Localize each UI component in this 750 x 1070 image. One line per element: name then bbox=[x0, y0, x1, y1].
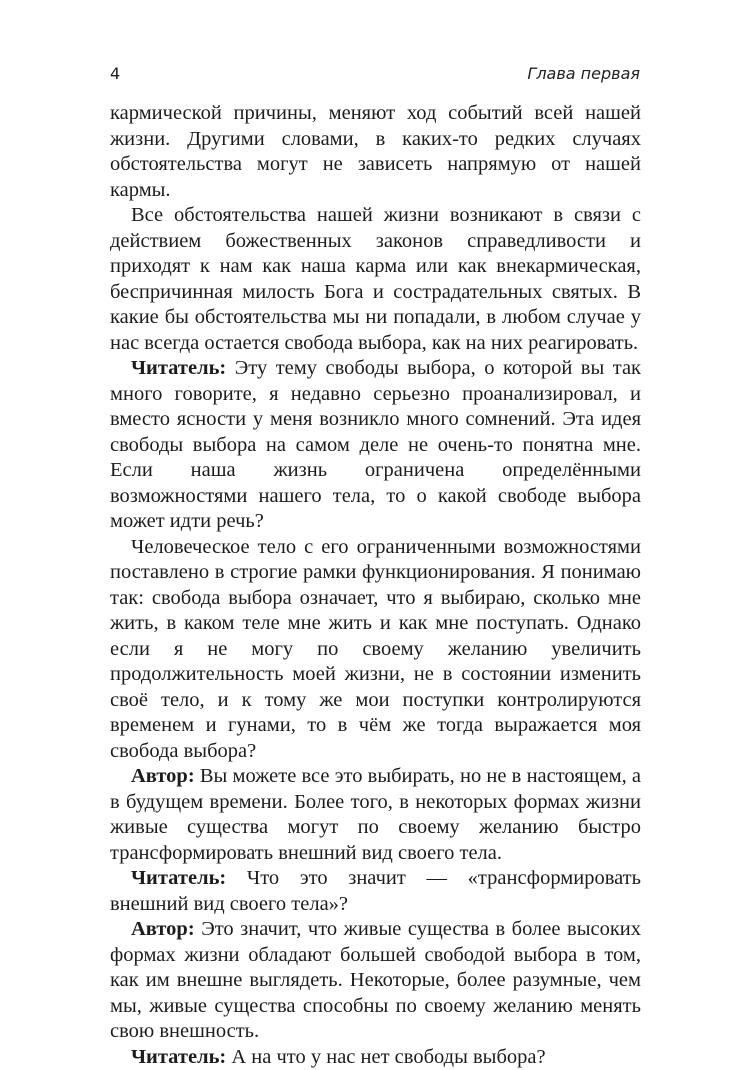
dialogue-paragraph bbox=[110, 1045, 641, 1070]
body-text bbox=[110, 101, 641, 1070]
paragraph bbox=[110, 203, 641, 356]
paragraph-text: Что это значит — «трансформировать внешний вид своего тела»? bbox=[110, 867, 641, 915]
speaker-label: Читатель: bbox=[131, 1046, 226, 1068]
dialogue-paragraph bbox=[110, 764, 641, 866]
paragraph bbox=[110, 535, 641, 765]
speaker-label: Автор: bbox=[131, 765, 195, 787]
dialogue-paragraph bbox=[110, 917, 641, 1045]
paragraph-text: А на что у нас нет свободы выбора? bbox=[231, 1046, 545, 1068]
page-number: 4 bbox=[110, 64, 120, 83]
running-head bbox=[110, 64, 640, 90]
paragraph-text: Человеческое тело с его ограниченными возможностями поставлено в строгие рамки функционирования. Я понимаю так: свобода выбора означает, что я выбираю, сколько мне жить, в каком теле мне жить и как мне поступать. Однако если я не могу по своему желанию увеличить продолжительность моей жизни, не в состоянии изменить своё тело, и к тому же мои поступки контролируются временем и гунами, то в чём же тогда выражается моя свобода выбора? bbox=[110, 536, 641, 762]
paragraph-text: Вы можете все это выбирать, но не в настоящем, а в будущем времени. Более того, в некоторых формах жизни живые существа могут по своему желанию быстро трансформировать внешний вид своего тела. bbox=[110, 765, 641, 864]
speaker-label: Читатель: bbox=[131, 867, 226, 889]
paragraph bbox=[110, 101, 641, 203]
speaker-label: Автор: bbox=[131, 918, 195, 940]
paragraph-text: Эту тему свободы выбора, о которой вы так много говорите, я недавно серьезно проанализировал, и вместо ясности у меня возникло много сомнений. Эта идея свободы выбора на самом деле не очень-то понятна мне. Если наша жизнь ограничена определёнными возможностями нашего тела, то о какой свободе выбора может идти речь? bbox=[110, 357, 641, 532]
paragraph-text: Все обстоятельства нашей жизни возникают в связи с действием божественных законов справедливости и приходят к нам как наша карма или как внекармическая, беспричинная милость Бога и сострадательных святых. В какие бы обстоятельства мы ни попадали, в любом случае у нас всегда остается свобода выбора, как на них реагировать. bbox=[110, 204, 641, 354]
dialogue-paragraph bbox=[110, 866, 641, 917]
paragraph-text: кармической причины, меняют ход событий всей нашей жизни. Другими словами, в каких-то редких случаях обстоятельства могут не зависеть напрямую от нашей кармы. bbox=[110, 102, 641, 201]
chapter-title: Глава первая bbox=[527, 64, 640, 83]
dialogue-paragraph bbox=[110, 356, 641, 535]
paragraph-text: Это значит, что живые существа в более высоких формах жизни обладают большей свободой выбора в том, как им внешне выглядеть. Некоторые, более разумные, чем мы, живые существа способны по своему желанию менять свою внешность. bbox=[110, 918, 641, 1042]
speaker-label: Читатель: bbox=[131, 357, 226, 379]
